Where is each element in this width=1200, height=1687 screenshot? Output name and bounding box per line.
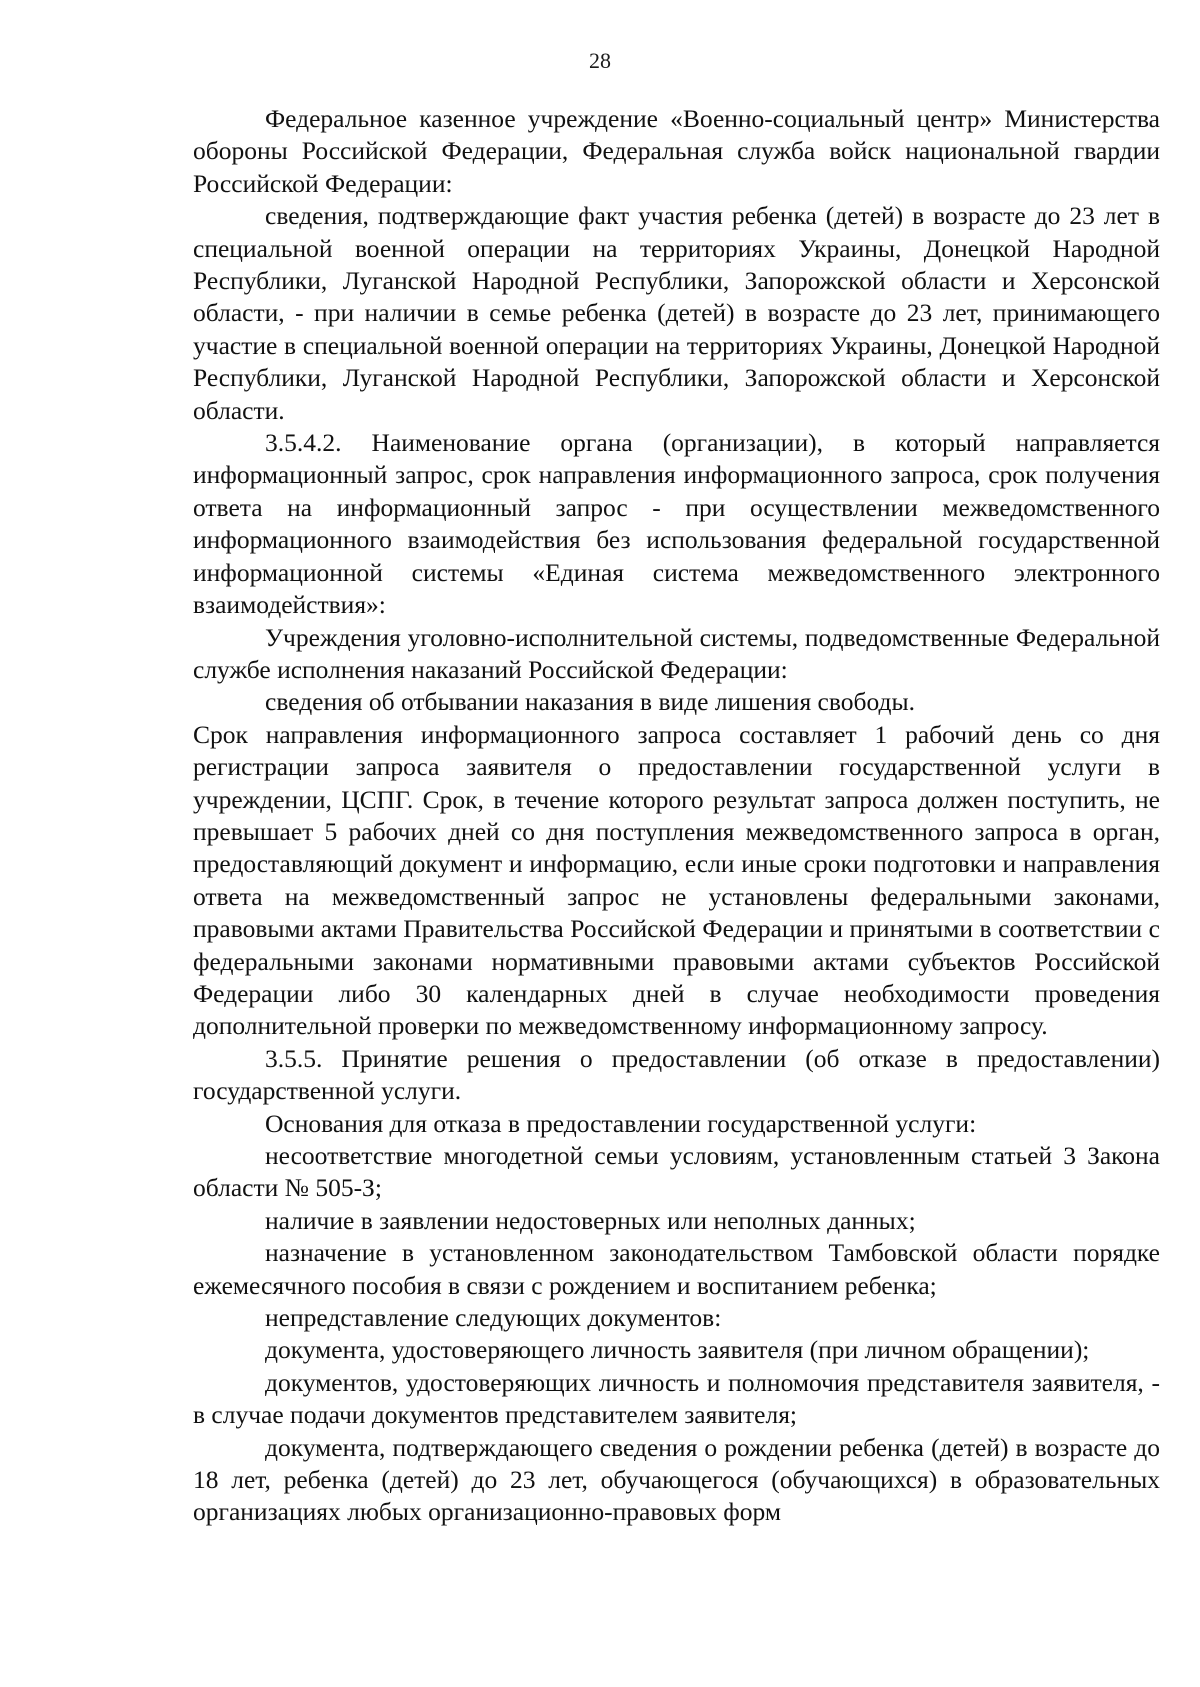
paragraph: несоответствие многодетной семьи условиям, установленным статьей 3 Закона области № 505-З; xyxy=(193,1141,1160,1203)
paragraph: сведения, подтверждающие факт участия ребенка (детей) в возрасте до 23 лет в специальной военной операции на территориях Украины, Донецкой Народной Республики, Луганской Народной Республики, Запорожской области и Херсонской области, - при наличии в семье ребенка (детей) в возрасте до 23 лет, принимающего участие в специальной военной операции на территориях Украины, Донецкой Народной Республики, Луганской Народной Республики, Запорожской области и Херсонской области. xyxy=(193,201,1160,425)
document-body xyxy=(193,103,1160,1529)
paragraph: наличие в заявлении недостоверных или неполных данных; xyxy=(265,1205,916,1235)
paragraph: 3.5.5. Принятие решения о предоставлении (об отказе в предоставлении) государственной услуги. xyxy=(193,1043,1160,1106)
paragraph: Федеральное казенное учреждение «Военно-социальный центр» Министерства обороны Российской Федерации, Федеральная служба войск национальной гвардии Российской Федерации: xyxy=(193,104,1160,198)
paragraph: Срок направления информационного запроса составляет 1 рабочий день со дня регистрации запроса заявителя о предоставлении государственной услуги в учреждении, ЦСПГ. Срок, в течение которого результат запроса должен поступить, не превышает 5 рабочих дней со дня поступления межведомственного запроса в орган, предоставляющий документ и информацию, если иные сроки подготовки и направления ответа на межведомственный запрос не установлены федеральными законами, правовыми актами Правительства Российской Федерации и принятыми в соответствии с федеральными законами нормативными правовыми актами субъектов Российской Федерации либо 30 календарных дней в случае необходимости проведения дополнительной проверки по межведомственному информационному запросу. xyxy=(193,719,1160,1041)
page-number: 28 xyxy=(589,48,611,73)
paragraph: сведения об отбывании наказания в виде лишения свободы. xyxy=(265,687,915,717)
paragraph: документа, подтверждающего сведения о рождении ребенка (детей) в возрасте до 18 лет, ребенка (детей) до 23 лет, обучающегося (обучающихся) в образовательных организациях любых организационно-правовых форм xyxy=(193,1432,1160,1527)
paragraph: 3.5.4.2. Наименование органа (организации), в который направляется информационный запрос, срок направления информационного запроса, срок получения ответа на информационный запрос - при осуществлении межведомственного информационного взаимодействия без использования федеральной государственной информационной системы «Единая система межведомственного электронного взаимодействия»: xyxy=(193,428,1160,620)
paragraph: назначение в установленном законодательством Тамбовской области порядке ежемесячного пособия в связи с рождением и воспитанием ребенка; xyxy=(193,1238,1160,1300)
paragraph: документов, удостоверяющих личность и полномочия представителя заявителя, - в случае подачи документов представителем заявителя; xyxy=(193,1367,1160,1430)
paragraph: документа, удостоверяющего личность заявителя (при личном обращении); xyxy=(265,1335,1090,1365)
paragraph: непредставление следующих документов: xyxy=(265,1303,722,1333)
paragraph: Учреждения уголовно-исполнительной системы, подведомственные Федеральной службе исполнения наказаний Российской Федерации: xyxy=(193,622,1160,684)
paragraph: Основания для отказа в предоставлении государственной услуги: xyxy=(265,1108,977,1138)
